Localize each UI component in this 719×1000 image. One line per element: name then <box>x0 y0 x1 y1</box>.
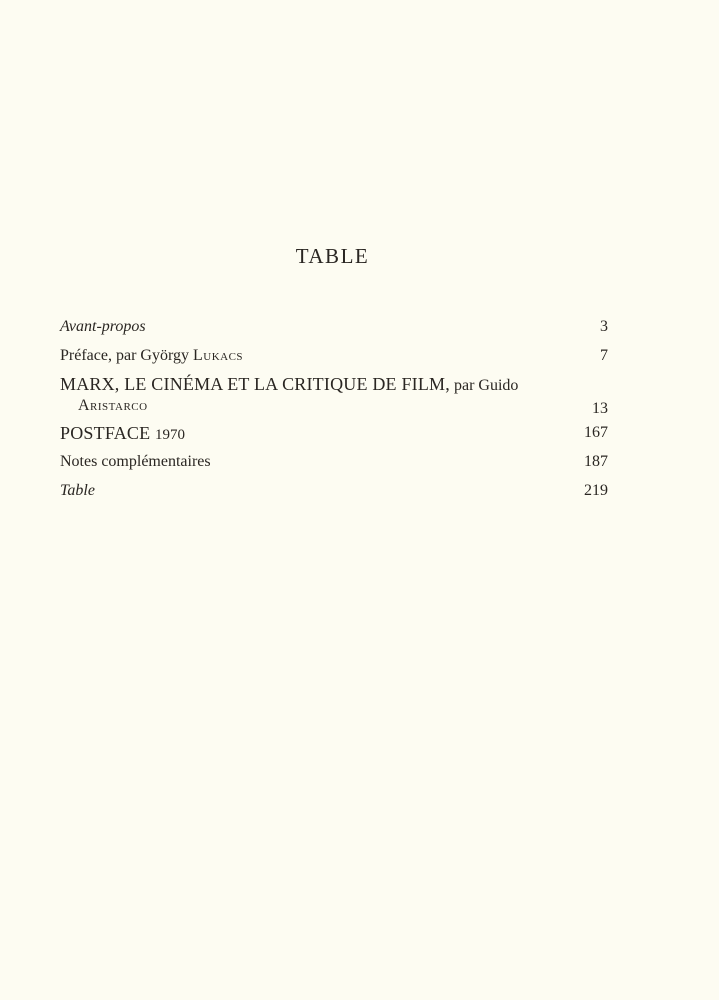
toc-entry-preface[interactable] <box>60 346 608 366</box>
toc-entry-title: POSTFACE <box>60 423 155 443</box>
toc-entry-author: Aristarco <box>78 397 148 414</box>
toc-entry-title: MARX, LE CINÉMA ET LA CRITIQUE DE FILM, <box>60 374 450 394</box>
toc-entry-marx-cinema[interactable] <box>60 374 608 416</box>
toc-entry-avant-propos[interactable] <box>60 317 608 337</box>
toc-entry-page: 219 <box>584 482 608 499</box>
toc-entry-page: 7 <box>600 347 608 364</box>
toc-entry-table[interactable] <box>60 481 608 501</box>
toc-entry-title: Notes complémentaires <box>60 453 211 470</box>
toc-entry-page: 167 <box>584 424 608 441</box>
toc-entry-page: 13 <box>592 400 608 417</box>
page-title: TABLE <box>295 244 370 268</box>
toc-entry-page: 3 <box>600 318 608 335</box>
toc-entry-notes[interactable] <box>60 452 608 472</box>
toc-entry-year: 1970 <box>155 427 185 443</box>
toc-entry-page: 187 <box>584 453 608 470</box>
toc-entry-postface[interactable] <box>60 423 608 445</box>
toc-entry-title: Préface, par György <box>60 347 193 364</box>
toc-entry-title: Avant-propos <box>60 318 146 335</box>
toc-entry-title-suffix: par Guido <box>449 377 519 394</box>
toc-entry-title: Table <box>60 482 95 499</box>
toc-entry-author: Lukacs <box>192 347 244 364</box>
